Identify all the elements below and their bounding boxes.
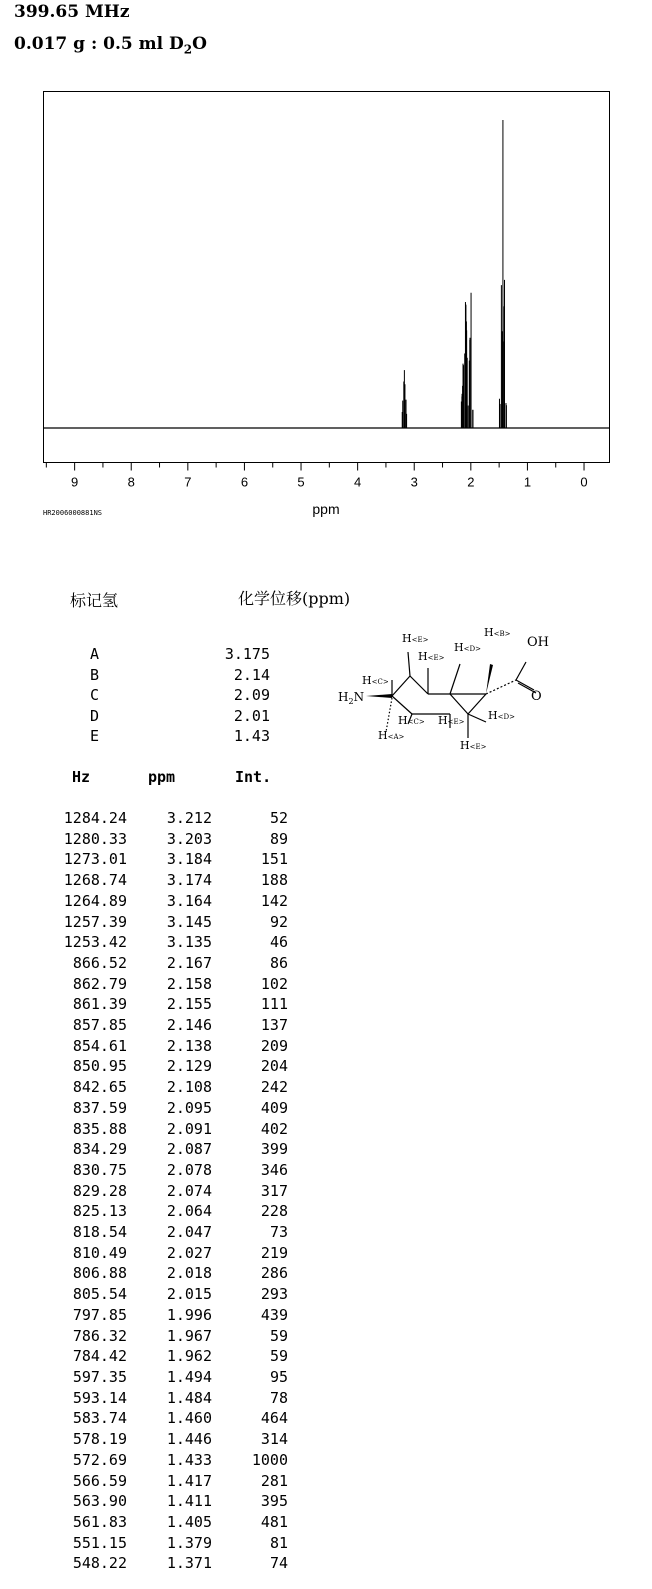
peak-hz: 561.83 xyxy=(72,1512,127,1531)
peak-row xyxy=(40,1160,288,1181)
peak-hz: 1284.24 xyxy=(63,809,127,827)
x-tick-label: 6 xyxy=(240,474,249,490)
peak-row xyxy=(40,1533,288,1554)
peak-ppm: 3.184 xyxy=(166,850,212,869)
peak-ppm: 2.146 xyxy=(166,1016,212,1035)
peak-intensity: 111 xyxy=(260,995,288,1014)
peak-row xyxy=(40,808,288,829)
peak-row xyxy=(40,1056,288,1077)
peak-ppm: 2.018 xyxy=(166,1264,212,1283)
peak-row xyxy=(40,1491,288,1512)
peak-row xyxy=(40,1201,288,1222)
peak-hz: 548.22 xyxy=(72,1554,127,1573)
peak-intensity: 402 xyxy=(260,1119,288,1138)
peak-hz: 842.65 xyxy=(72,1078,127,1097)
dashed-bond-carboxyl xyxy=(486,680,516,694)
x-tick-label: 1 xyxy=(523,474,532,490)
peak-intensity: 46 xyxy=(269,933,288,952)
assignment-shift-header: 化学位移(ppm) xyxy=(238,589,351,608)
peak-ppm: 2.091 xyxy=(166,1119,212,1138)
peak-intensity: 95 xyxy=(269,1367,288,1386)
peak-intensity: 81 xyxy=(269,1533,288,1552)
peak-row xyxy=(40,1450,288,1471)
x-axis-ticks xyxy=(46,463,587,490)
hydroxyl-label: OH xyxy=(527,635,549,650)
peak-intensity: 92 xyxy=(269,912,288,931)
x-tick-label: 7 xyxy=(184,474,192,490)
peak-row xyxy=(40,870,288,891)
peak-row xyxy=(40,1139,288,1160)
h-label-c2: H<C> xyxy=(398,714,425,727)
peak-hz: 572.69 xyxy=(72,1450,127,1469)
peak-ppm: 3.203 xyxy=(166,829,212,848)
peak-intensity: 59 xyxy=(269,1347,288,1366)
assignment-shift: 2.14 xyxy=(233,665,270,684)
peak-ppm: 2.155 xyxy=(166,995,212,1014)
peak-row xyxy=(40,1077,288,1098)
peak-ppm: 2.138 xyxy=(166,1036,212,1055)
x-tick-label: 2 xyxy=(467,474,475,490)
spectrometer-frequency: 399.65 MHz xyxy=(14,2,130,22)
peak-ppm: 2.074 xyxy=(166,1181,212,1200)
peak-intensity: 281 xyxy=(260,1471,288,1490)
peak-hz: 1257.39 xyxy=(63,912,127,931)
peak-intensity: 142 xyxy=(260,891,288,910)
sample-suffix: O xyxy=(192,34,207,54)
peak-hz: 818.54 xyxy=(72,1223,127,1242)
peak-ppm: 2.087 xyxy=(166,1140,212,1159)
peak-hz: 806.88 xyxy=(72,1264,127,1283)
peak-intensity: 59 xyxy=(269,1326,288,1345)
peak-ppm: 3.174 xyxy=(166,871,212,890)
peak-hz: 551.15 xyxy=(72,1533,127,1552)
sample-subscript: 2 xyxy=(183,42,193,57)
peak-hz: 837.59 xyxy=(72,1098,127,1117)
peak-intensity: 204 xyxy=(260,1057,288,1076)
assignment-label: E xyxy=(90,727,100,745)
assignment-row xyxy=(70,665,270,686)
peak-ppm: 1.411 xyxy=(166,1492,212,1511)
peak-row xyxy=(40,849,288,870)
peak-ppm: 2.129 xyxy=(166,1057,212,1076)
peak-row xyxy=(40,891,288,912)
peak-row xyxy=(40,1408,288,1429)
amine-n: N xyxy=(353,690,365,704)
assignment-label: C xyxy=(90,686,100,704)
peak-row xyxy=(40,1305,288,1326)
peak-ppm: 1.967 xyxy=(166,1326,212,1345)
peak-row xyxy=(40,1243,288,1264)
assignment-shift: 1.43 xyxy=(233,727,270,745)
assignment-label: B xyxy=(90,665,100,684)
peak-intensity: 242 xyxy=(260,1078,288,1097)
peak-hz: 786.32 xyxy=(72,1326,127,1345)
peak-table xyxy=(40,808,288,1574)
peak-hz: 1280.33 xyxy=(63,829,127,848)
peak-row xyxy=(40,1119,288,1140)
wedge-bond-up xyxy=(486,664,493,694)
peak-hz: 861.39 xyxy=(72,995,127,1014)
peak-intensity: 151 xyxy=(260,850,288,869)
peak-hz: 563.90 xyxy=(72,1492,127,1511)
peak-row xyxy=(40,829,288,850)
assignment-row xyxy=(70,706,270,727)
peak-row xyxy=(40,1098,288,1119)
peak-intensity: 74 xyxy=(269,1554,288,1573)
assignment-label: D xyxy=(90,706,100,725)
peak-row xyxy=(40,1284,288,1305)
peak-intensity: 481 xyxy=(260,1512,288,1531)
h-label-d2: H<D> xyxy=(488,709,515,722)
peak-row xyxy=(40,1036,288,1057)
peak-ppm: 3.135 xyxy=(166,933,212,952)
x-tick-label: 3 xyxy=(410,474,418,490)
peak-hz: 854.61 xyxy=(72,1036,127,1055)
assignment-shift: 2.09 xyxy=(233,686,270,704)
peak-intensity: 219 xyxy=(260,1243,288,1262)
peak-intensity: 86 xyxy=(269,953,288,972)
peak-intensity: 52 xyxy=(269,809,288,827)
x-axis-title: ppm xyxy=(312,501,340,517)
peak-ppm: 3.145 xyxy=(166,912,212,931)
assignment-row xyxy=(70,726,270,747)
peak-row xyxy=(40,1388,288,1409)
peak-ppm: 1.417 xyxy=(166,1471,212,1490)
peak-hz: 797.85 xyxy=(72,1305,127,1324)
peak-hz: 862.79 xyxy=(72,974,127,993)
x-tick-label: 8 xyxy=(127,474,135,490)
amine-h: H xyxy=(338,690,349,704)
peak-ppm: 2.078 xyxy=(166,1160,212,1179)
wedge-bond-amine xyxy=(366,694,392,698)
peak-row xyxy=(40,932,288,953)
peak-row xyxy=(40,1346,288,1367)
peak-col-ppm: ppm xyxy=(148,768,176,786)
peak-row xyxy=(40,1429,288,1450)
h-label-d1: H<D> xyxy=(454,641,481,654)
peak-intensity: 346 xyxy=(260,1160,288,1179)
peak-hz: 866.52 xyxy=(72,953,127,972)
h-label-e2: H<E> xyxy=(418,650,445,663)
assignment-shift: 3.175 xyxy=(224,645,270,663)
peak-ppm: 1.460 xyxy=(166,1409,212,1428)
peak-hz: 593.14 xyxy=(72,1388,127,1407)
peak-intensity: 89 xyxy=(269,829,288,848)
peak-row xyxy=(40,1222,288,1243)
h-label-c1: H<C> xyxy=(362,674,389,687)
peak-hz: 835.88 xyxy=(72,1119,127,1138)
peak-row xyxy=(40,1263,288,1284)
h-label-e4: H<E> xyxy=(460,739,487,752)
peak-hz: 830.75 xyxy=(72,1160,127,1179)
assignment-row xyxy=(70,685,270,706)
peak-ppm: 1.446 xyxy=(166,1430,212,1449)
h-label-a: H<A> xyxy=(378,729,405,742)
molecule-structure xyxy=(330,624,560,764)
peak-intensity: 73 xyxy=(269,1223,288,1242)
peak-hz: 566.59 xyxy=(72,1471,127,1490)
peak-hz: 825.13 xyxy=(72,1202,127,1221)
x-tick-label: 9 xyxy=(71,474,79,490)
peak-ppm: 3.164 xyxy=(166,891,212,910)
peak-intensity: 78 xyxy=(269,1388,288,1407)
peak-intensity: 293 xyxy=(260,1285,288,1304)
h-label-e3: H<E> xyxy=(438,714,465,727)
peak-intensity: 228 xyxy=(260,1202,288,1221)
amine-subscript: 2 xyxy=(348,697,354,706)
peak-col-int: Int. xyxy=(235,768,272,786)
peak-ppm: 2.108 xyxy=(166,1078,212,1097)
sample-prefix: 0.017 g : 0.5 ml D xyxy=(14,34,184,54)
peak-hz: 805.54 xyxy=(72,1285,127,1304)
peak-intensity: 314 xyxy=(260,1430,288,1449)
peak-ppm: 1.405 xyxy=(166,1512,212,1531)
peak-ppm: 1.962 xyxy=(166,1347,212,1366)
peak-row xyxy=(40,1471,288,1492)
nmr-spectrum-chart xyxy=(0,0,652,530)
peak-intensity: 286 xyxy=(260,1264,288,1283)
peak-row xyxy=(40,1553,288,1574)
x-tick-label: 5 xyxy=(297,474,305,490)
dashed-bond-ha xyxy=(386,698,392,732)
assignment-row xyxy=(70,644,270,665)
peak-ppm: 2.047 xyxy=(166,1223,212,1242)
peak-row xyxy=(40,974,288,995)
x-tick-label: 0 xyxy=(580,474,588,490)
peak-row xyxy=(40,953,288,974)
peak-hz: 784.42 xyxy=(72,1347,127,1366)
peak-ppm: 2.158 xyxy=(166,974,212,993)
peak-hz: 583.74 xyxy=(72,1409,127,1428)
peak-intensity: 317 xyxy=(260,1181,288,1200)
peak-row xyxy=(40,994,288,1015)
peak-ppm: 1.371 xyxy=(166,1554,212,1573)
assignment-label: A xyxy=(90,645,100,663)
peak-hz: 834.29 xyxy=(72,1140,127,1159)
peak-row xyxy=(40,1015,288,1036)
peak-hz: 597.35 xyxy=(72,1367,127,1386)
peak-hz: 1253.42 xyxy=(63,933,127,952)
peak-intensity: 209 xyxy=(260,1036,288,1055)
peak-row xyxy=(40,1181,288,1202)
peak-hz: 810.49 xyxy=(72,1243,127,1262)
assignment-table xyxy=(70,644,270,747)
peak-ppm: 2.167 xyxy=(166,953,212,972)
peak-hz: 829.28 xyxy=(72,1181,127,1200)
peak-row xyxy=(40,1512,288,1533)
peak-hz: 850.95 xyxy=(72,1057,127,1076)
peak-row xyxy=(40,912,288,933)
assignment-label-header: 标记氢 xyxy=(70,591,119,610)
peak-hz: 1273.01 xyxy=(63,850,127,869)
spectrum-lines xyxy=(44,120,610,428)
peak-intensity: 409 xyxy=(260,1098,288,1117)
peak-ppm: 1.494 xyxy=(166,1367,212,1386)
peak-intensity: 1000 xyxy=(251,1450,288,1469)
peak-ppm: 2.027 xyxy=(166,1243,212,1262)
peak-ppm: 1.996 xyxy=(166,1305,212,1324)
assignment-shift: 2.01 xyxy=(233,706,270,725)
peak-row xyxy=(40,1326,288,1347)
peak-intensity: 464 xyxy=(260,1409,288,1428)
carbonyl-oxygen-label: O xyxy=(531,689,542,704)
peak-ppm: 1.433 xyxy=(166,1450,212,1469)
h-label-b: H<B> xyxy=(484,626,511,639)
plot-frame xyxy=(44,92,610,463)
peak-hz: 578.19 xyxy=(72,1430,127,1449)
peak-ppm: 1.484 xyxy=(166,1388,212,1407)
peak-intensity: 102 xyxy=(260,974,288,993)
peak-ppm: 3.212 xyxy=(166,809,212,827)
peak-hz: 1264.89 xyxy=(63,891,127,910)
amine-label xyxy=(338,690,364,706)
sample-id: HR2006000881NS xyxy=(43,509,103,517)
peak-hz: 1268.74 xyxy=(63,871,127,890)
peak-row xyxy=(40,1367,288,1388)
peak-intensity: 395 xyxy=(260,1492,288,1511)
h-label-e1: H<E> xyxy=(402,632,429,645)
peak-ppm: 2.064 xyxy=(166,1202,212,1221)
peak-intensity: 439 xyxy=(260,1305,288,1324)
peak-ppm: 2.015 xyxy=(166,1285,212,1304)
peak-ppm: 1.379 xyxy=(166,1533,212,1552)
peak-intensity: 137 xyxy=(260,1016,288,1035)
peak-ppm: 2.095 xyxy=(166,1098,212,1117)
peak-intensity: 188 xyxy=(260,871,288,890)
peak-hz: 857.85 xyxy=(72,1016,127,1035)
peak-col-hz: Hz xyxy=(72,768,91,786)
x-tick-label: 4 xyxy=(354,474,362,490)
peak-intensity: 399 xyxy=(260,1140,288,1159)
